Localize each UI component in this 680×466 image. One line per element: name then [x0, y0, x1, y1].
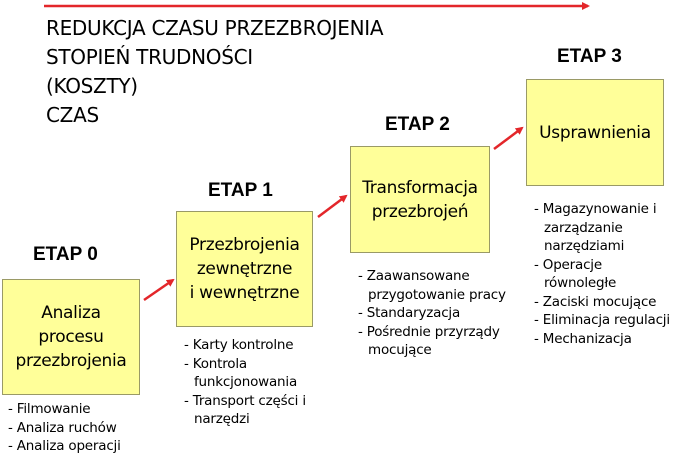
list-item: - Transport części i narzędzi	[184, 392, 306, 427]
arrow-etap1-etap2	[318, 196, 346, 217]
stage-2-list	[358, 267, 508, 360]
list-item: - Operacje równoległe	[534, 256, 617, 291]
stage-3-label: ETAP 3	[557, 46, 622, 67]
list-item: - Standaryzacja	[358, 305, 461, 321]
list-item: - Mechanizacja	[534, 330, 632, 347]
stage-2-box-line: przezbrojeń	[371, 201, 469, 222]
arrow-etap0-etap1	[144, 280, 173, 300]
stage-2-label: ETAP 2	[385, 114, 450, 135]
stage-3-box	[526, 79, 664, 186]
list-item: - Eliminacja regulacji	[534, 312, 670, 328]
stage-0-box-line: procesu	[38, 327, 104, 347]
stage-1-list	[184, 336, 344, 429]
list-item: - Zaciski mocujące	[534, 293, 657, 310]
stage-1-box-line: zewnętrzne	[196, 259, 293, 279]
stage-2-box-line: Transformacja	[362, 177, 478, 198]
list-item: - Zaawansowane przygotowanie pracy	[358, 268, 506, 303]
stage-2-box	[350, 146, 490, 253]
list-item: - Analiza operacji	[8, 438, 121, 454]
stage-0-box-line: Analiza	[41, 303, 101, 323]
header-line: (KOSZTY)	[46, 74, 138, 98]
list-item: - Kontrola funkcjonowania	[184, 355, 298, 390]
header-line: STOPIEŃ TRUDNOŚCI	[46, 45, 253, 69]
header-text	[46, 14, 383, 130]
arrow-etap2-etap3	[494, 128, 522, 149]
list-item: - Karty kontrolne	[184, 337, 294, 353]
stage-1-label: ETAP 1	[208, 180, 273, 201]
list-item: - Filmowanie	[8, 401, 91, 417]
stage-1-box-line: Przezbrojenia	[189, 235, 300, 255]
stage-0-box	[2, 279, 140, 395]
list-item: - Magazynowanie i zarządzanie narzędziami	[534, 201, 657, 254]
stage-0-list	[8, 400, 168, 456]
stage-0-box-line: przezbrojenia	[15, 351, 127, 371]
header-line: REDUKCJA CZASU PRZEZBROJENIA	[46, 16, 384, 40]
list-item: - Analiza ruchów	[8, 419, 117, 436]
stage-1-box	[176, 211, 313, 327]
stage-1-box-line: i wewnętrzne	[189, 283, 300, 303]
stage-0-label: ETAP 0	[33, 244, 98, 265]
list-item: - Pośrednie przyrządy mocujące	[358, 323, 500, 358]
stage-3-box-line: Usprawnienia	[539, 122, 651, 143]
header-line: CZAS	[46, 103, 99, 127]
stage-3-list	[534, 200, 672, 348]
